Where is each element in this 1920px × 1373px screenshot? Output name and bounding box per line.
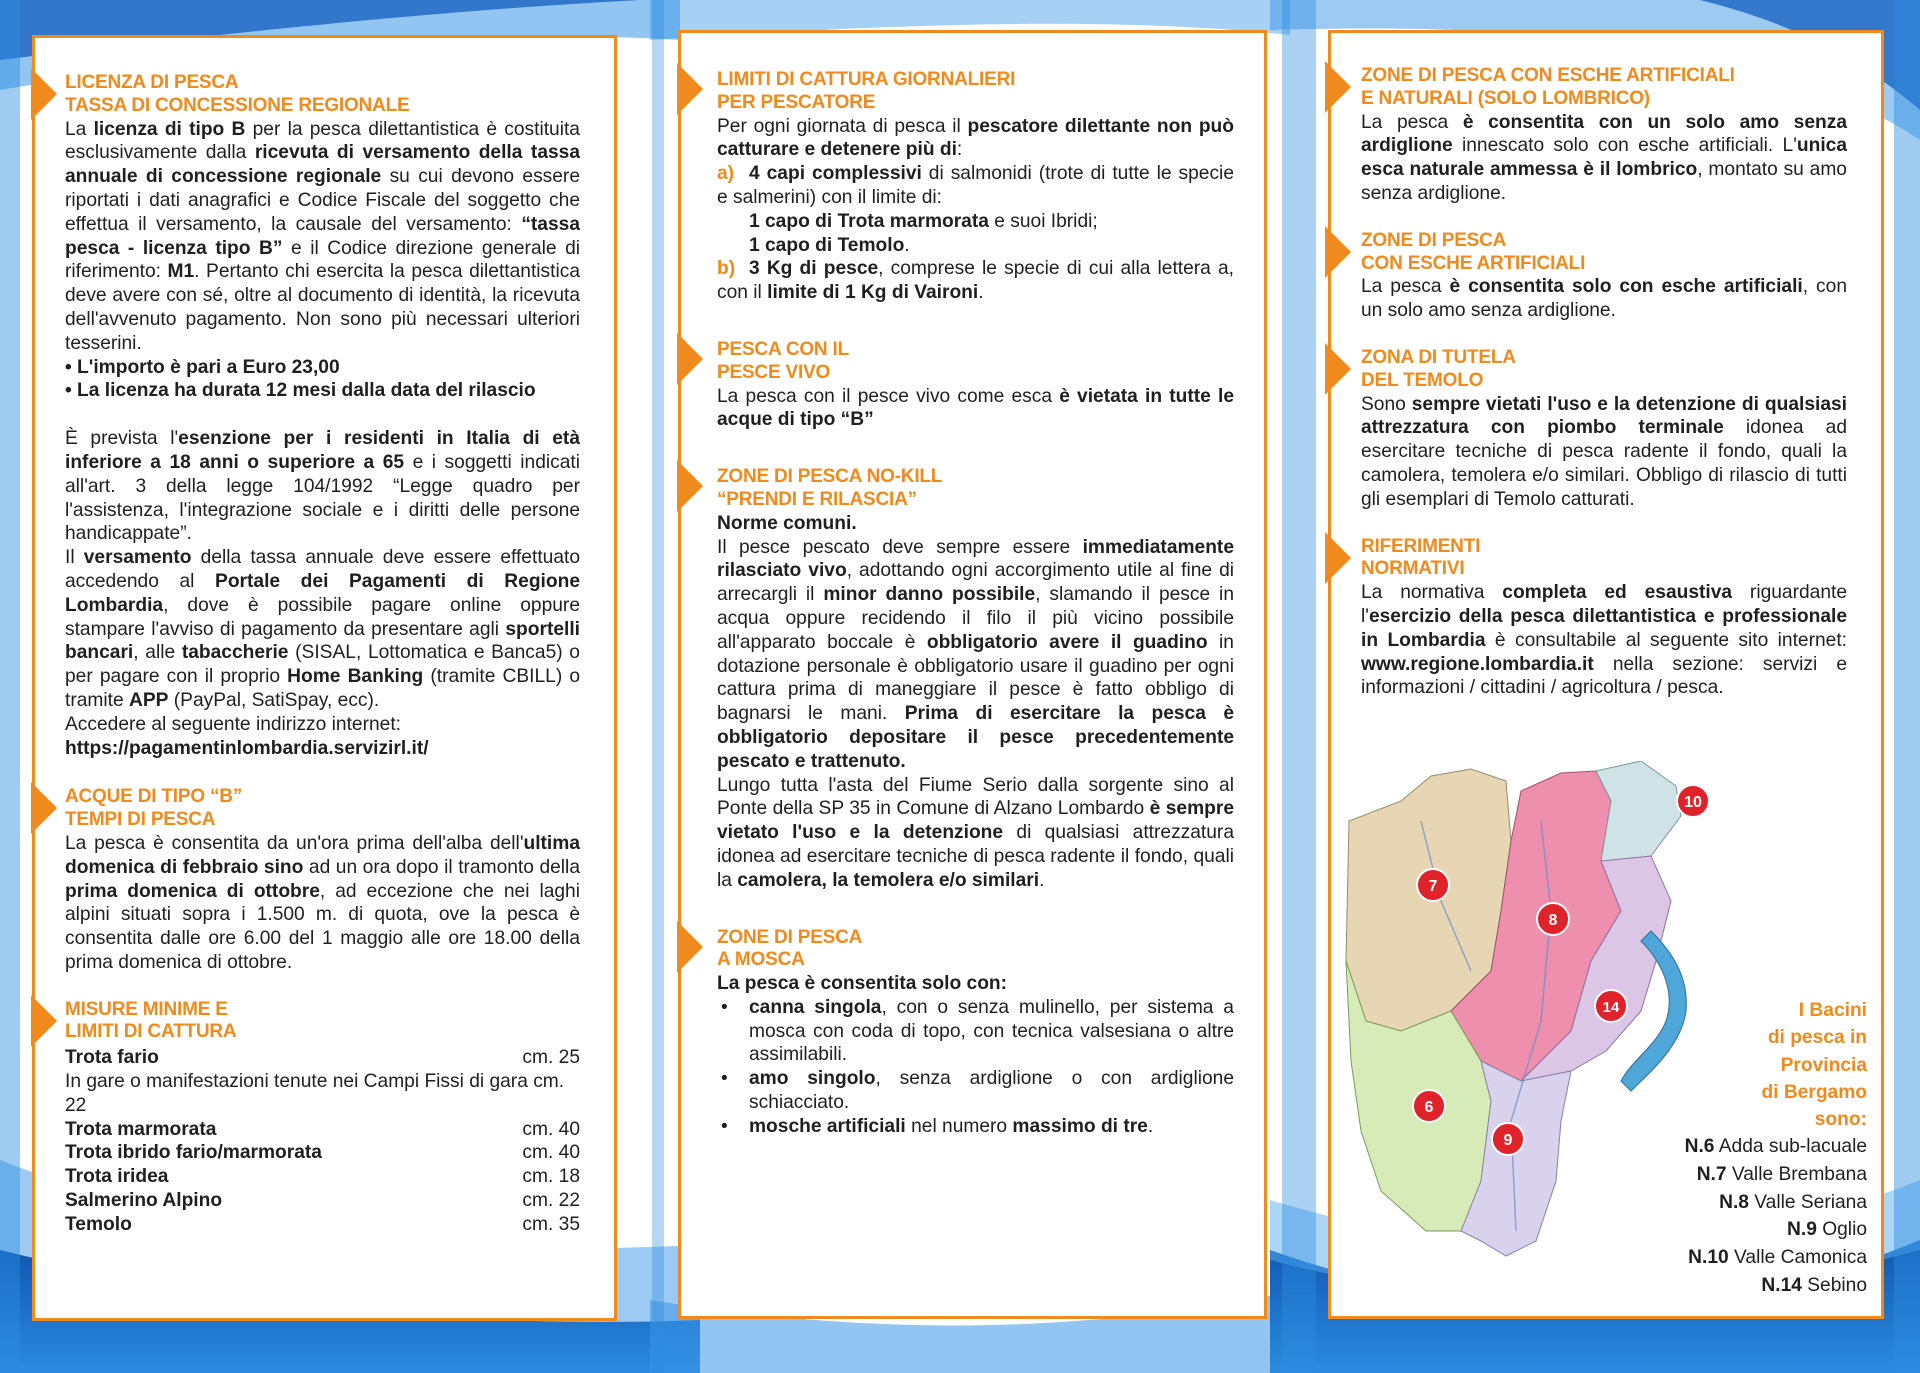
table-row: Trota marmorata cm. 40 bbox=[65, 1118, 580, 1140]
svg-text:7: 7 bbox=[1428, 878, 1438, 895]
limiti-item-b: b) 3 Kg di pesce, comprese le specie di cui alla lettera a, con il limite di 1 Kg di Vaironi. bbox=[717, 258, 1235, 304]
arrow-marker-icon bbox=[31, 995, 57, 1047]
svg-text:9: 9 bbox=[1503, 1132, 1513, 1149]
table-row: Trota ibrido fario/marmorata cm. 40 bbox=[65, 1142, 580, 1164]
section-esche bbox=[1361, 65, 1847, 206]
table-row: In gare o manifestazioni tenute nei Campi Fissi di gara cm. 22 bbox=[65, 1071, 565, 1116]
regione-link[interactable]: www.regione.lombardia.it bbox=[1361, 653, 1594, 675]
vivo-text: La pesca con il pesce vivo come esca è vietata in tutte le acque di tipo “B” bbox=[717, 385, 1234, 431]
mosca-list bbox=[717, 996, 1234, 1139]
pagamenti-link[interactable]: https://pagamentinlombardia.servizirl.it/ bbox=[65, 737, 429, 759]
table-row: Temolo cm. 35 bbox=[65, 1213, 580, 1235]
nokill-text: Il pesce pescato deve sempre essere immediatamente rilasciato vivo, adottando ogni accorgimento utile al fine di arrecargli il minor danno possibile, slamando il pesce in acqua oppure recidendo il filo il più vicino possibile all'apparato boccale è obbligatorio avere il guadino in dotazione personale è obbligatorio usare il guadino per ogni cattura prima di maneggiare il pesce è fatto obbligo di bagnarsi le mani. Prima di esercitare la pesca è obbligatorio depositare il pesce precedentemente pescato e trattenuto. bbox=[717, 536, 1235, 772]
map-marker-14 bbox=[1595, 990, 1627, 1022]
svg-text:6: 6 bbox=[1424, 1099, 1434, 1116]
svg-text:8: 8 bbox=[1548, 912, 1558, 929]
list-item: N.9 Oglio bbox=[1787, 1219, 1867, 1241]
arrow-marker-icon bbox=[677, 921, 703, 973]
map-marker-9 bbox=[1492, 1123, 1524, 1155]
table-row: Trota fario cm. 25 bbox=[65, 1047, 580, 1069]
bacini-title: I Bacini di pesca in Provincia di Bergamo sono: bbox=[1761, 1000, 1867, 1131]
section-heading: MISURE MINIME E LIMITI DI CATTURA bbox=[65, 998, 237, 1043]
section-vivo bbox=[717, 339, 1234, 432]
panel-zone bbox=[1328, 30, 1884, 1319]
list-item: • mosche artificiali nel numero massimo di tre. bbox=[717, 1115, 1234, 1139]
svg-text:10: 10 bbox=[1684, 794, 1702, 811]
section-heading: ACQUE DI TIPO “B” TEMPI DI PESCA bbox=[65, 786, 243, 831]
limiti-intro: Per ogni giornata di pesca il pescatore dilettante non può catturare e detenere più di: bbox=[717, 115, 1234, 161]
arrow-marker-icon bbox=[1325, 226, 1351, 278]
limiti-item-a: a) 4 capi complessivi di salmonidi (trote di tutte le specie e salmerini) con il limite di: bbox=[717, 163, 1234, 208]
section-temolo bbox=[1361, 347, 1847, 512]
list-item: N.7 Valle Brembana bbox=[1696, 1163, 1867, 1185]
licenza-text: La licenza di tipo B per la pesca dilettantistica è costituita esclusivamente dalla ricevuta di versamento della tassa annuale di concessione regionale su cui devono essere riportati i dati anagrafici e Codice Fiscale del soggetto che effettua il versamento, la causale del versamento: “tassa pesca - licenza tipo B” e il Codice direzione generale di riferimento: M1. Pertanto chi esercita la pesca dilettantistica deve avere con sé, oltre al documento di identità, la ricevuta dell'avvenuto pagamento. Non sono più necessari ulteriori tesserini. bbox=[65, 118, 581, 354]
bacini-legend bbox=[1685, 997, 1867, 1299]
section-heading: ZONE DI PESCA CON ESCHE ARTIFICIALI E NATURALI (SOLO LOMBRICO) bbox=[1361, 65, 1735, 109]
arrow-marker-icon bbox=[1325, 343, 1351, 395]
list-item: N.10 Valle Camonica bbox=[1688, 1246, 1867, 1268]
bullet-importo: • L'importo è pari a Euro 23,00 bbox=[65, 356, 340, 378]
section-acque bbox=[65, 786, 580, 974]
section-mosca bbox=[717, 927, 1234, 1139]
arrow-marker-icon bbox=[31, 782, 57, 834]
esche-text: La pesca è consentita con un solo amo senza ardiglione innescato solo con esche artificiali. L'unica esca naturale ammessa è il lombrico, montato su amo senza ardiglione. bbox=[1361, 111, 1847, 204]
versamento-indirizzo: Accedere al seguente indirizzo internet: bbox=[65, 713, 401, 735]
temolo-text: Sono sempre vietati l'uso e la detenzione di qualsiasi attrezzatura con piombo terminale idonea ad esercitare tecniche di pesca radente il fondo, quali la camolera, temolera e/o similari. Obbligo di rilascio di tutti gli esemplari di Temolo catturati. bbox=[1361, 393, 1847, 510]
arrow-marker-icon bbox=[677, 333, 703, 385]
section-artificiali bbox=[1361, 230, 1847, 323]
section-heading: LIMITI DI CATTURA GIORNALIERI PER PESCATORE bbox=[717, 69, 1016, 113]
arrow-marker-icon bbox=[677, 63, 703, 115]
list-item: • amo singolo, senza ardiglione o con ardiglione schiacciato. bbox=[717, 1067, 1234, 1115]
map-marker-10 bbox=[1677, 785, 1709, 817]
section-heading: ZONE DI PESCA A MOSCA bbox=[717, 926, 863, 971]
bullet-durata: • La licenza ha durata 12 mesi dalla data del rilascio bbox=[65, 380, 536, 402]
svg-text:14: 14 bbox=[1602, 999, 1620, 1016]
section-heading: ZONA DI TUTELA DEL TEMOLO bbox=[1361, 346, 1516, 391]
arrow-marker-icon bbox=[677, 460, 703, 512]
table-row: Trota iridea cm. 18 bbox=[65, 1166, 580, 1188]
list-item: N.6 Adda sub-lacuale bbox=[1684, 1136, 1867, 1158]
list-item: N.8 Valle Seriana bbox=[1719, 1191, 1867, 1213]
panel-limiti bbox=[678, 30, 1267, 1319]
mosca-subtitle: La pesca è consentita solo con: bbox=[717, 973, 1008, 995]
serio-text: Lungo tutta l'asta del Fiume Serio dalla sorgente sino al Ponte della SP 35 in Comune di Alzano Lombardo è sempre vietato l'uso e la detenzione di qualsiasi attrezzatura idonea ad esercitare tecniche di pesca radente il fondo, quali la camolera, la temolera e/o similari. bbox=[717, 774, 1234, 891]
versamento-text: Il versamento della tassa annuale deve essere effettuato accedendo al Portale dei Pagamenti di Regione Lombardia, dove è possibile pagare online oppure stampare l'avviso di pagamento da presentare agli sportelli bancari, alle tabaccherie (SISAL, Lottomatica e Banca5) o per pagare con il proprio Home Banking (tramite CBILL) o tramite APP (PayPal, SatiSpay, ecc). bbox=[65, 547, 580, 711]
section-licenza bbox=[65, 72, 580, 760]
table-row: Salmerino Alpino cm. 22 bbox=[65, 1190, 580, 1212]
arrow-marker-icon bbox=[1325, 532, 1351, 584]
section-riferimenti bbox=[1361, 536, 1847, 701]
list-item: • canna singola, con o senza mulinello, per sistema a mosca con coda di topo, con tecnica valsesiana o altre assimilabili. bbox=[717, 996, 1234, 1067]
panel-licenza bbox=[32, 35, 617, 1321]
limiti-item-a-line: 1 capo di Trota marmorata e suoi Ibridi; bbox=[749, 210, 1098, 232]
acque-text: La pesca è consentita da un'ora prima dell'alba dell'ultima domenica di febbraio sino ad un ora dopo il tramonto della prima domenica di ottobre, ad eccezione che nei laghi alpini situati sopra i 1.500 m. di quota, ove la pesca è consentita dalle ore 6.00 del 1 maggio alle ore 18.00 della prima domenica di ottobre. bbox=[65, 832, 580, 973]
map-marker-7 bbox=[1417, 869, 1449, 901]
section-heading: ZONE DI PESCA CON ESCHE ARTIFICIALI bbox=[1361, 229, 1586, 274]
section-heading: RIFERIMENTI NORMATIVI bbox=[1361, 535, 1481, 580]
esenzione-text: È prevista l'esenzione per i residenti in Italia di età inferiore a 18 anni o superiore a 65 e i soggetti indicati all'art. 3 della legge 104/1992 “Legge quadro per l'assistenza, l'integrazione sociale e i diritti delle persone handicappate”. bbox=[65, 428, 581, 545]
arrow-marker-icon bbox=[1325, 61, 1351, 113]
limiti-item-a-line: 1 capo di Temolo. bbox=[749, 234, 910, 256]
artificiali-text: La pesca è consentita solo con esche artificiali, con un solo amo senza ardiglione. bbox=[1361, 276, 1847, 322]
section-limiti bbox=[717, 69, 1234, 305]
riferimenti-text: La normativa completa ed esaustiva riguardante l'esercizio della pesca dilettantistica e professionale in Lombardia è consultabile al seguente sito internet: www.regione.lombardia.it nella sezione: servizi e informazioni / cittadini / agricoltura / pesca. bbox=[1361, 582, 1847, 699]
section-heading: ZONE DI PESCA NO-KILL “PRENDI E RILASCIA” bbox=[717, 466, 943, 510]
map-marker-6 bbox=[1413, 1090, 1445, 1122]
nokill-subtitle: Norme comuni. bbox=[717, 512, 857, 534]
list-item: N.14 Sebino bbox=[1761, 1274, 1867, 1296]
section-heading: LICENZA DI PESCA TASSA DI CONCESSIONE REGIONALE bbox=[65, 72, 410, 116]
section-heading: PESCA CON IL PESCE VIVO bbox=[717, 338, 850, 383]
section-nokill bbox=[717, 466, 1234, 892]
section-misure bbox=[65, 999, 580, 1237]
arrow-marker-icon bbox=[31, 68, 57, 120]
map-marker-8 bbox=[1537, 903, 1569, 935]
sizes-table bbox=[65, 1046, 580, 1236]
